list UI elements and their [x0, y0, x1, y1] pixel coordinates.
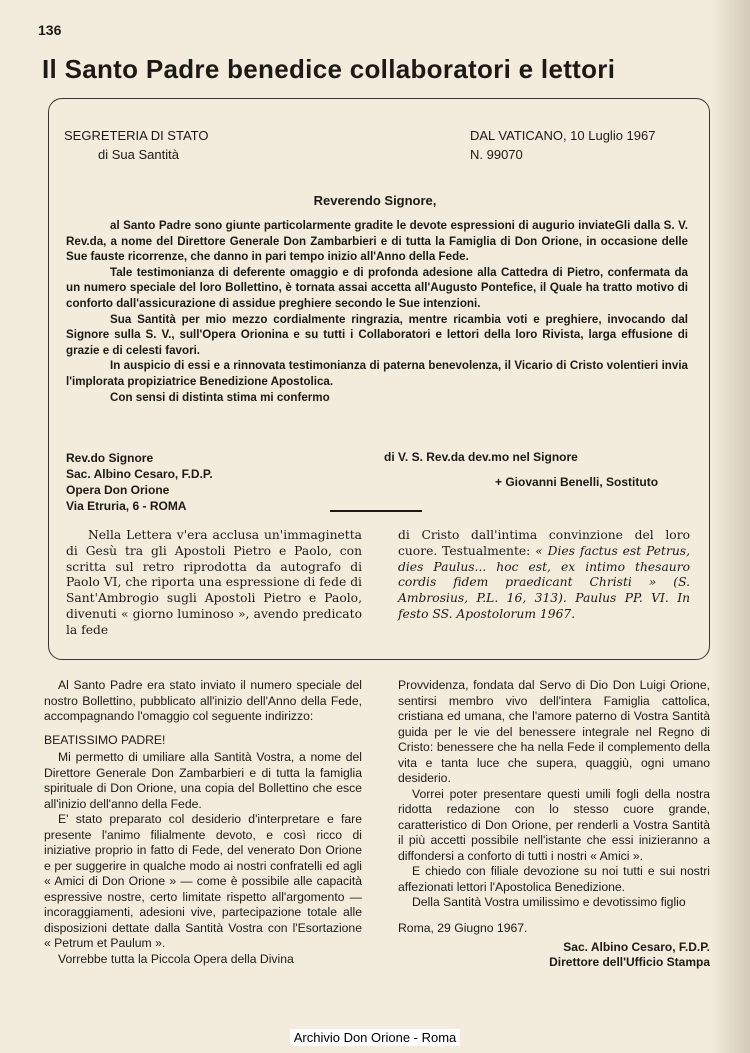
- address-line: Opera Don Orione: [66, 483, 170, 497]
- note-quotation: « Dies factus est Petrus, dies Paulus... hoc est, ex intimo thesauro cordis fidem praedicant Christi » (S. Ambrosius, P.L. 16, 313). Paulus PP. VI. In festo SS. Apostolorum 1967.: [398, 543, 691, 621]
- article-paragraph: E chiedo con filiale devozione su noi tutti e sui nostri affezionati lettori l'Apostolica Benedizione.: [398, 864, 710, 894]
- article-paragraph: Della Santità Vostra umilissimo e devotissimo figlio: [412, 895, 686, 909]
- note-right-text: di Cristo dall'intima convinzione del loro cuore. Testualmente:: [398, 528, 690, 558]
- letter-paragraph: In auspicio di essi e a rinnovata testimonianza di paterna benevolenza, il Vicario di Cristo volentieri invia l'implorata propiziatrice Benedizione Apostolica.: [66, 359, 688, 388]
- separator-rule: [330, 510, 422, 512]
- article-signer: Sac. Albino Cesaro, F.D.P.: [563, 940, 710, 954]
- letter-place-date: DAL VATICANO, 10 Luglio 1967: [470, 128, 656, 143]
- letter-number: N. 99070: [470, 147, 523, 162]
- letter-closing: di V. S. Rev.da dev.mo nel Signore: [384, 450, 578, 464]
- footer-label: Archivio Don Orione - Roma: [290, 1029, 461, 1046]
- article-heading: BEATISSIMO PADRE!: [44, 732, 166, 747]
- letter-paragraph: Con sensi di distinta stima mi confermo: [110, 390, 330, 404]
- article-date: Roma, 29 Giugno 1967.: [398, 920, 528, 935]
- sender-line-2: di Sua Santità: [98, 147, 179, 162]
- address-line: Via Etruria, 6 - ROMA: [66, 499, 187, 513]
- article-paragraph: Provvidenza, fondata dal Servo di Dio Don Luigi Orione, sentirsi membro vivo dell'intera Famiglia cattolica, cristiana ed umana, che l'amore paterno di Vostra Santità guida per le vie del benessere integrale nel Regno di Cristo: benessere che ha nella Fede il complemento della vita e tanta luce che supera, quaggiù, ogni umano desiderio.: [398, 678, 710, 785]
- letter-paragraph: Tale testimonianza di deferente omaggio e di profonda adesione alla Cattedra di Pietro, confermata da un numero speciale del loro Bollettino, è tornata assai accetta all'Augusto Pontefice, il Quale ha tratto motivo di conforto dall'assicurazione di assidue preghiere secondo le Sue intenzioni.: [66, 265, 688, 310]
- letter-paragraph: al Santo Padre sono giunte particolarmente gradite le devote espressioni di augurio inviateGli dalla S. V. Rev.da, a nome del Direttore Generale Don Zambarbieri e di tutta la Famiglia di Don Orione, in occasione delle Sue fauste ricorrenze, che danno in pari tempo inizio all'Anno della Fede.: [66, 219, 688, 264]
- sender-line-1: SEGRETERIA DI STATO: [64, 128, 209, 143]
- article-paragraph: Vorrei poter presentare questi umili fogli della nostra ridotta redazione con lo stesso cuore grande, caratteristico di Don Orione, per renderli a Vostra Santità il più accetti possibile nell'istante che essi inizieranno a diffondersi a conforto di tutti i nostri « Amici ».: [398, 786, 710, 863]
- letter-paragraph: Sua Santità per mio mezzo cordialmente ringrazia, mentre ricambia voti e preghiere, invocando dal Signore sulla S. V., sull'Opera Orionina e su tutti i Collaboratori e lettori della loro Rivista, larga effusione di grazie e di celesti favori.: [66, 312, 688, 357]
- article-paragraph: Al Santo Padre era stato inviato il numero speciale del nostro Bollettino, pubblicato all'inizio dell'Anno della Fede, accompagnando l'omaggio col seguente indirizzo:: [44, 678, 362, 723]
- article-paragraph: Mi permetto di umiliare alla Santità Vostra, a nome del Direttore Generale Don Zambarbieri e di tutta la famiglia spirituale di Don Orione, una copia del Bollettino che esce all'inizio dell'anno della Fede.: [44, 750, 362, 811]
- note-left-column: Nella Lettera v'era acclusa un'immaginetta di Gesù tra gli Apostoli Pietro e Paolo, con scritta sul retro riprodotta da autografo di Paolo VI, che riporta una espressione di fede di Sant'Ambrogio sugli Apostoli Pietro e Paolo, divenuti « giorno luminoso », avendo predicato la fede: [66, 528, 362, 637]
- note-right-column: [398, 528, 690, 623]
- letter-header-right: [470, 126, 655, 164]
- address-line: Sac. Albino Cesaro, F.D.P.: [66, 467, 213, 481]
- letter-salutation: Reverendo Signore,: [313, 193, 437, 208]
- letter-address: [66, 450, 213, 514]
- letter-body: [66, 218, 688, 405]
- page-number: 136: [38, 22, 62, 38]
- article-paragraph: E' stato preparato col desiderio d'interpretare e fare presente l'animo filialmente devoto, e così ricco di iniziative proprio in fatto di Fede, del venerato Don Orione e per suggerire in qualche modo ai nostri confratelli ed agli « Amici di Don Orione » — come è possibile alle capacità espressive nostre, certo limitate rispetto all'argomento — incoraggiamenti, adesioni vive, partecipazione totale alle disposizioni dettate dalla Santità Vostra con l'Esortazione « Petrum et Paulum ».: [44, 812, 362, 950]
- page-title: Il Santo Padre benedice collaboratori e lettori: [42, 54, 616, 84]
- archive-footer: [0, 1030, 750, 1045]
- letter-sender: [64, 126, 208, 164]
- article-signer-role: Direttore dell'Ufficio Stampa: [549, 955, 710, 969]
- article-paragraph: Vorrebbe tutta la Piccola Opera della Divina: [58, 951, 294, 966]
- page-edge-shadow: [710, 0, 750, 1053]
- address-line: Rev.do Signore: [66, 451, 154, 465]
- article-left-column: [44, 678, 362, 967]
- letter-signature: + Giovanni Benelli, Sostituto: [495, 475, 659, 489]
- article-right-column: [398, 678, 710, 970]
